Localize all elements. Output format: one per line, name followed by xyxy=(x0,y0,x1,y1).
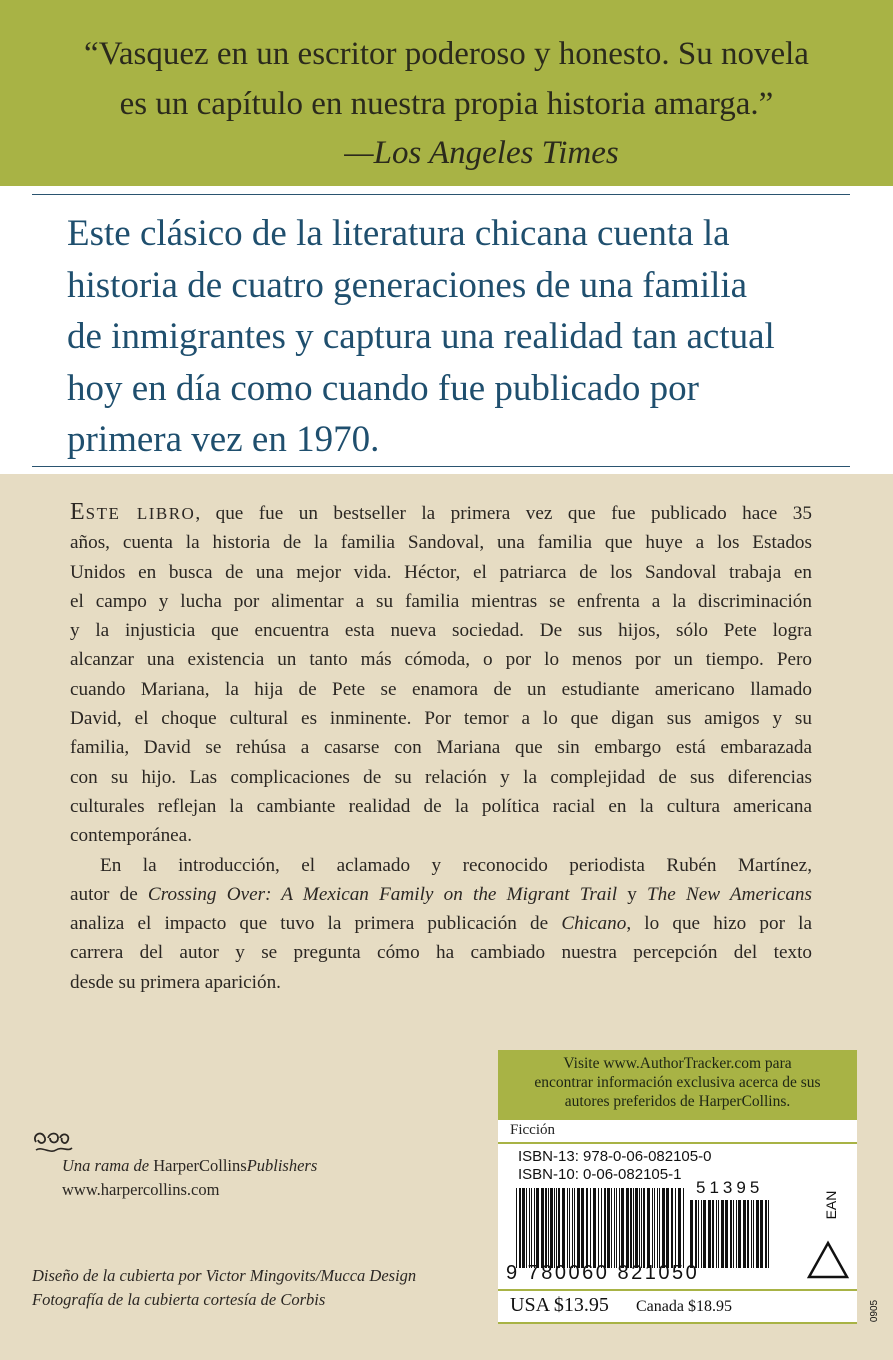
barcode-bar xyxy=(662,1188,665,1268)
body-line: desde su primera aparición. xyxy=(70,971,281,993)
barcode-bar xyxy=(725,1200,728,1268)
lead-small-caps: STE LIBRO xyxy=(85,504,196,523)
barcode-bar xyxy=(541,1188,544,1268)
blurb-rule-bottom xyxy=(32,466,850,467)
imprint-publisher-suffix: Publishers xyxy=(246,1156,318,1175)
barcode-bar xyxy=(736,1200,737,1268)
barcode-bar xyxy=(562,1188,565,1268)
quote-source: —Los Angeles Times xyxy=(344,135,619,171)
body-text-run: autor de xyxy=(70,883,148,905)
barcode-bar xyxy=(683,1188,684,1268)
body-line xyxy=(70,909,812,938)
barcode-bar xyxy=(630,1188,632,1268)
description xyxy=(70,498,812,997)
body-line: años, cuenta la historia de la familia Sandoval, una familia que huye a los Estados xyxy=(70,532,812,554)
barcode-bar xyxy=(701,1200,702,1268)
body-text-run: y xyxy=(617,883,648,905)
genre-label: Ficción xyxy=(510,1122,555,1138)
body-line xyxy=(70,880,812,909)
barcode-bar xyxy=(643,1188,645,1268)
barcode-bar xyxy=(733,1200,734,1268)
barcode-bar xyxy=(695,1200,697,1268)
triangle-icon xyxy=(806,1240,850,1280)
barcode-bar xyxy=(574,1188,575,1268)
print-code: 0905 xyxy=(869,1299,880,1323)
barcode-digits: 9 780060 821050 xyxy=(506,1262,700,1284)
body-line: culturales reflejan la cambiante realidad de la política racial en la cultura americana xyxy=(70,795,812,817)
barcode-bar xyxy=(554,1188,555,1268)
barcode-bar xyxy=(738,1200,741,1268)
barcode-bar xyxy=(545,1188,547,1268)
isbn-13: ISBN-13: 978-0-06-082105-0 xyxy=(518,1148,712,1165)
barcode-bar xyxy=(531,1188,532,1268)
body-text-run: , que fue un bestseller la primera vez que fue publicado hace 35 xyxy=(195,503,812,524)
barcode-bar xyxy=(621,1188,624,1268)
body-line: y la injusticia que encuentra esta nueva sociedad. De sus hijos, sólo Pete logra xyxy=(70,620,812,642)
barcode-bar xyxy=(743,1200,746,1268)
barcode-bar xyxy=(619,1188,620,1268)
barcode-bar xyxy=(534,1188,535,1268)
barcode-bar xyxy=(756,1200,759,1268)
blurb-text xyxy=(67,208,857,466)
barcode-bar xyxy=(626,1188,629,1268)
barcode-bar xyxy=(652,1188,653,1268)
blurb-line: de inmigrantes y captura una realidad tan actual xyxy=(67,316,775,357)
blurb-line: primera vez en 1970. xyxy=(67,419,380,460)
barcode-bar xyxy=(708,1200,711,1268)
barcode-bar xyxy=(536,1188,539,1268)
quote-line-2: es un capítulo en nuestra propia historia amarga.” xyxy=(119,86,774,122)
barcode-bar xyxy=(721,1200,724,1268)
blurb-rule-top xyxy=(32,194,850,195)
imprint-line xyxy=(62,1156,317,1176)
design-credit: Diseño de la cubierta por Victor Mingovits/Mucca Design xyxy=(32,1266,417,1285)
barcode-bar xyxy=(747,1200,749,1268)
barcode-bar xyxy=(768,1200,769,1268)
body-line: Unidos en busca de una mejor vida. Héctor, el patriarca de los Sandoval trabaja en xyxy=(70,561,812,583)
body-line: David, el choque cultural es inminente. Por temor a lo que digan sus amigos y su xyxy=(70,708,812,730)
barcode-addon-digits: 51395 xyxy=(696,1178,764,1197)
barcode-bar xyxy=(716,1200,717,1268)
barcode-bar xyxy=(678,1188,681,1268)
body-line: familia, David se rehúsa a casarse con Mariana que sin embargo está embarazada xyxy=(70,737,812,759)
barcode-bar xyxy=(550,1188,553,1268)
barcode-bar xyxy=(675,1188,676,1268)
barcode-bar xyxy=(604,1188,606,1268)
barcode-bar xyxy=(698,1200,699,1268)
body-line xyxy=(70,498,812,528)
barcode-bar xyxy=(751,1200,752,1268)
barcode-bar xyxy=(730,1200,732,1268)
barcode-bar xyxy=(556,1188,557,1268)
body-line: alcanzar una existencia un tanto más cómoda, o por lo menos por un tiempo. Pero xyxy=(70,649,812,671)
barcode-bar xyxy=(760,1200,763,1268)
barcode-bar xyxy=(526,1188,527,1268)
book-title: The New Americans xyxy=(647,883,812,905)
barcode-bar xyxy=(712,1200,714,1268)
barcode-bar xyxy=(753,1200,754,1268)
barcode-bar xyxy=(654,1188,655,1268)
barcode-bar xyxy=(590,1188,591,1268)
blurb-line: Este clásico de la literatura chicana cuenta la xyxy=(67,213,730,254)
barcode-bar xyxy=(616,1188,617,1268)
barcode-bar xyxy=(765,1200,767,1268)
barcode-bar xyxy=(519,1188,521,1268)
blurb-line: historia de cuatro generaciones de una familia xyxy=(67,264,748,306)
barcode-bar xyxy=(522,1188,525,1268)
barcode-bar xyxy=(567,1188,568,1268)
body-line: carrera del autor y se pregunta cómo ha cambiado nuestra percepción del texto xyxy=(70,942,812,964)
barcode-bar xyxy=(577,1188,580,1268)
barcode-addon-bars xyxy=(690,1200,770,1268)
body-line: En la introducción, el aclamado y reconocido periodista Rubén Martínez, xyxy=(100,854,812,876)
body-line: con su hijo. Las complicaciones de su relación y la complejidad de sus diferencias xyxy=(70,766,812,788)
barcode-bar xyxy=(614,1188,615,1268)
imprint-prefix: Una rama de xyxy=(62,1156,154,1175)
barcode-bar xyxy=(548,1188,549,1268)
tracker-line: Visite www.AuthorTracker.com para xyxy=(563,1055,792,1072)
body-line: cuando Mariana, la hija de Pete se enamora de un estudiante americano llamado xyxy=(70,678,812,700)
photo-credit: Fotografía de la cubierta cortesía de Corbis xyxy=(32,1290,326,1309)
barcode-bar xyxy=(641,1188,642,1268)
isbn-10: ISBN-10: 0-06-082105-1 xyxy=(518,1166,682,1183)
barcode-bar xyxy=(639,1188,640,1268)
barcode-bars xyxy=(516,1188,684,1268)
barcode-bar xyxy=(601,1188,602,1268)
authortracker-box xyxy=(498,1050,857,1120)
barcode-bar xyxy=(659,1188,660,1268)
lead-cap: E xyxy=(70,499,86,525)
body-text-run: , lo que hizo por la xyxy=(626,913,812,935)
barcode-bar xyxy=(593,1188,596,1268)
barcode-bar xyxy=(516,1188,517,1268)
barcode-bar xyxy=(611,1188,612,1268)
barcode-bar xyxy=(529,1188,530,1268)
barcode-bar xyxy=(558,1188,560,1268)
barcode-bar xyxy=(569,1188,570,1268)
barcode-bar xyxy=(690,1200,693,1268)
genre-strip xyxy=(498,1120,857,1144)
quote-line-1: “Vasquez en un escritor poderoso y honesto. Su novela xyxy=(84,36,809,72)
usa-price: USA $13.95 xyxy=(510,1294,609,1316)
blurb-line: hoy en día como cuando fue publicado por xyxy=(67,367,699,409)
barcode-bar xyxy=(657,1188,658,1268)
canada-price: Canada $18.95 xyxy=(636,1298,732,1315)
barcode-area xyxy=(498,1144,857,1289)
ean-label: EAN xyxy=(823,1190,839,1220)
barcode-bar xyxy=(633,1188,634,1268)
barcode-bar xyxy=(581,1188,584,1268)
body-text-run: analiza el impacto que tuvo la primera publicación de xyxy=(70,913,562,935)
imprint-publisher: HarperCollins xyxy=(153,1156,247,1175)
book-title: Crossing Over: A Mexican Family on the Migrant Trail xyxy=(147,883,618,905)
publisher-url: www.harpercollins.com xyxy=(62,1180,220,1199)
barcode-bar xyxy=(572,1188,573,1268)
price-strip xyxy=(498,1289,857,1324)
book-title: Chicano xyxy=(561,913,627,935)
barcode-bar xyxy=(598,1188,599,1268)
tracker-line: encontrar información exclusiva acerca de sus xyxy=(534,1074,821,1091)
tracker-line: autores preferidos de HarperCollins. xyxy=(564,1093,791,1110)
barcode-bar xyxy=(586,1188,588,1268)
barcode-bar xyxy=(607,1188,610,1268)
barcode-bar xyxy=(635,1188,638,1268)
barcode-bar xyxy=(703,1200,706,1268)
barcode-bar xyxy=(671,1188,673,1268)
barcode-bar xyxy=(666,1188,669,1268)
body-line: el campo y lucha por alimentar a su familia mientras se enfrenta a la discriminación xyxy=(70,590,812,612)
barcode-bar xyxy=(647,1188,650,1268)
barcode-bar xyxy=(718,1200,719,1268)
body-line: contemporánea. xyxy=(70,825,192,847)
